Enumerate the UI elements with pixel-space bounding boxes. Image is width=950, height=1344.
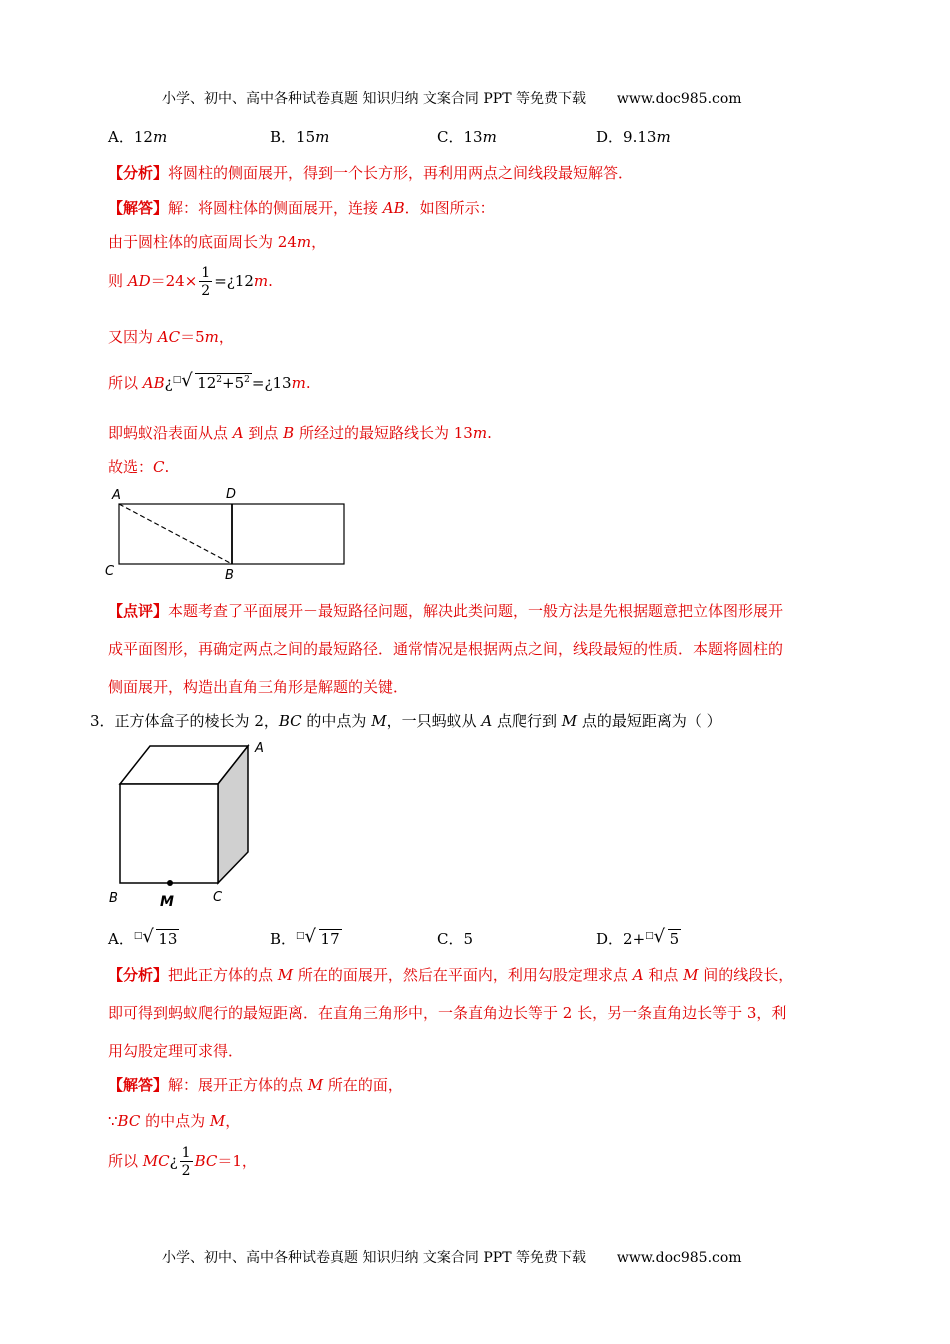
label-b: B [225, 568, 234, 583]
cube-front-face [120, 784, 218, 883]
fraction-half: $\frac{1}{2}$ [201, 265, 211, 299]
q2-choice: 故选：C. [108, 458, 170, 476]
q2-answer-intro: 【解答】解：将圆柱体的侧面展开，连接 AB．如图所示： [108, 199, 495, 217]
q2-comment-line3: 侧面展开，构造出直角三角形是解题的关键． [108, 678, 409, 696]
label-a: A [255, 741, 264, 756]
q2-line3: 又因为 AC＝5m， [108, 328, 234, 346]
point-m [167, 880, 173, 886]
q3-cube-figure [100, 738, 280, 910]
q3-answer-line3: 所以 MC¿ $\frac{1}{2}$ BC＝1， [108, 1145, 257, 1179]
page-header [162, 88, 742, 108]
fraction-half: $\frac{1}{2}$ [181, 1145, 191, 1179]
q3-analysis-line2: 即可得到蚂蚁爬行的最短距离．在直角三角形中，一条直角边长等于 2 长，另一条直角边长等于 3，利 [108, 1004, 787, 1022]
q2-option-b: B．15m [270, 128, 330, 146]
label-a: A [112, 488, 121, 503]
label-b: B [109, 891, 118, 906]
q2-option-c: C．13m [437, 128, 497, 146]
footer-text: 小学、初中、高中各种试卷真题 知识归纳 文案合同 PPT 等免费下载 [162, 1250, 586, 1266]
q2-comment-line2: 成平面图形，再确定两点之间的最短路径．通常情况是根据两点之间，线段最短的性质．本题将圆柱的 [108, 640, 784, 658]
q2-option-d: D．9.13m [596, 128, 671, 146]
label-d: D [226, 487, 237, 502]
q3-option-c: C．5 [437, 930, 474, 948]
q2-line1: 由于圆柱体的底面周长为 24m， [108, 233, 327, 251]
q3-analysis-line3: 用勾股定理可求得． [108, 1042, 244, 1060]
q2-line4: 所以 AB¿□ √ $12^2+5^2$ =¿13m. [108, 370, 311, 392]
q3-analysis-line1: 【分析】把此正方体的点 M 所在的面展开，然后在平面内，利用勾股定理求点 A 和点 M 间的线段长， [108, 966, 794, 984]
segment-ab-dashed [119, 504, 232, 564]
q2-option-a: A．12m [108, 128, 168, 146]
header-url: www.doc985.com [616, 91, 742, 107]
q2-line5: 即蚂蚁沿表面从点 A 到点 B 所经过的最短路线长为 13m. [108, 424, 492, 442]
q2-analysis: 【分析】将圆柱的侧面展开，得到一个长方形，再利用两点之间线段最短解答． [108, 164, 634, 182]
q3-stem: 3．正方体盒子的棱长为 2，BC 的中点为 M，一只蚂蚁从 A 点爬行到 M 点的最短距离为（ ） [90, 712, 722, 730]
q3-answer-line1: 【解答】解：展开正方体的点 M 所在的面， [108, 1076, 403, 1094]
label-c: C [213, 890, 223, 905]
q3-option-b: B．□ √ 17 [270, 926, 340, 948]
comment-tag: 【点评】 [108, 602, 169, 620]
header-text: 小学、初中、高中各种试卷真题 知识归纳 文案合同 PPT 等免费下载 [162, 91, 586, 107]
answer-tag: 【解答】 [108, 199, 169, 217]
q2-comment-line1: 【点评】本题考查了平面展开－最短路径问题，解决此类问题，一般方法是先根据题意把立体图形展开 [108, 602, 784, 620]
q3-answer-line2: ∵BC 的中点为 M， [108, 1112, 241, 1130]
label-m: M [160, 894, 174, 910]
q3-option-d: D．2+□ √ 5 [596, 926, 680, 948]
sqrt-expression: √ $12^2+5^2$ [181, 370, 250, 392]
label-c: C [105, 564, 115, 579]
analysis-tag: 【分析】 [108, 164, 169, 182]
footer-url: www.doc985.com [616, 1250, 742, 1266]
q2-unfolded-rectangle-figure [100, 483, 360, 583]
q3-option-a: A．□ √ 13 [108, 926, 178, 948]
question-number: 3． [90, 712, 115, 730]
page-footer [162, 1247, 742, 1267]
q2-line2: 则 AD＝24× $\frac{1}{2}$ =¿12m. [108, 265, 273, 299]
